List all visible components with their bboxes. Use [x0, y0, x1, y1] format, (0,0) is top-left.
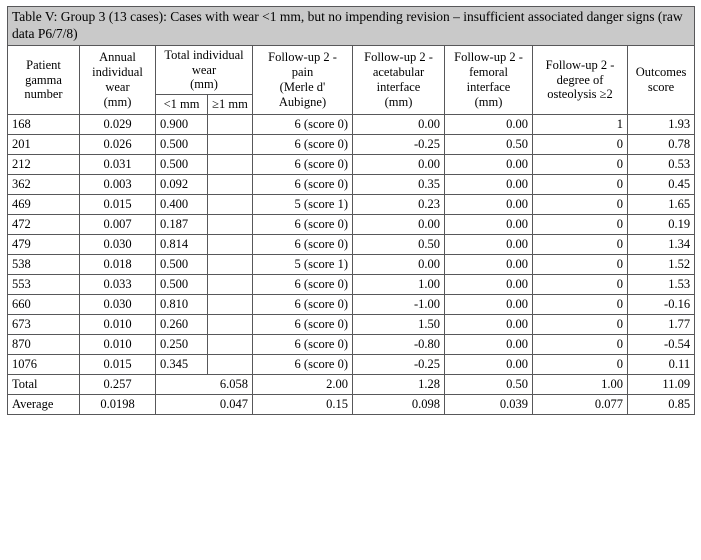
cell-outcomes: 0.78	[628, 135, 695, 155]
total-label: Total	[8, 375, 80, 395]
cell-patient: 660	[8, 295, 80, 315]
table-title-row	[8, 7, 695, 46]
header-outcomes-label: Outcomes score	[635, 65, 687, 94]
cell-osteolysis: 0	[533, 255, 628, 275]
cell-total-lt1: 0.814	[156, 235, 208, 255]
cell-acetabular: -1.00	[353, 295, 445, 315]
cell-patient: 362	[8, 175, 80, 195]
cell-total-ge1	[208, 335, 253, 355]
cell-femoral: 0.00	[445, 175, 533, 195]
total-osteolysis: 1.00	[533, 375, 628, 395]
cell-total-ge1	[208, 315, 253, 335]
table-row	[8, 315, 695, 335]
average-total: 0.047	[156, 395, 253, 415]
cell-femoral: 0.00	[445, 335, 533, 355]
cell-patient: 553	[8, 275, 80, 295]
cell-annual: 0.010	[80, 335, 156, 355]
table-row	[8, 215, 695, 235]
cell-total-lt1: 0.187	[156, 215, 208, 235]
header-annual-wear-label: Annual individual wear	[92, 50, 143, 94]
cell-total-lt1: 0.500	[156, 255, 208, 275]
header-total-wear	[156, 45, 253, 94]
cell-osteolysis: 0	[533, 315, 628, 335]
cell-femoral: 0.00	[445, 155, 533, 175]
table-row	[8, 255, 695, 275]
cell-annual: 0.033	[80, 275, 156, 295]
cell-annual: 0.018	[80, 255, 156, 275]
cell-total-ge1	[208, 295, 253, 315]
cell-patient: 673	[8, 315, 80, 335]
cell-osteolysis: 0	[533, 275, 628, 295]
table-average-row	[8, 395, 695, 415]
total-femoral: 0.50	[445, 375, 533, 395]
cell-osteolysis: 0	[533, 195, 628, 215]
cell-patient: 479	[8, 235, 80, 255]
table-row	[8, 175, 695, 195]
cell-total-lt1: 0.250	[156, 335, 208, 355]
total-pain: 2.00	[253, 375, 353, 395]
cell-osteolysis: 0	[533, 355, 628, 375]
cell-outcomes: 1.65	[628, 195, 695, 215]
average-label: Average	[8, 395, 80, 415]
total-outcomes: 11.09	[628, 375, 695, 395]
subheader-ge-1mm: ≥1 mm	[208, 95, 253, 115]
cell-patient: 870	[8, 335, 80, 355]
table-total-row	[8, 375, 695, 395]
data-table	[7, 6, 695, 415]
cell-femoral: 0.00	[445, 255, 533, 275]
cell-annual: 0.031	[80, 155, 156, 175]
table-row	[8, 275, 695, 295]
header-outcomes	[628, 45, 695, 114]
cell-total-lt1: 0.500	[156, 275, 208, 295]
cell-femoral: 0.00	[445, 295, 533, 315]
cell-total-lt1: 0.500	[156, 155, 208, 175]
cell-annual: 0.015	[80, 195, 156, 215]
average-osteolysis: 0.077	[533, 395, 628, 415]
cell-acetabular: 1.50	[353, 315, 445, 335]
cell-femoral: 0.50	[445, 135, 533, 155]
cell-outcomes: 1.52	[628, 255, 695, 275]
cell-acetabular: -0.80	[353, 335, 445, 355]
cell-total-ge1	[208, 175, 253, 195]
table-row	[8, 235, 695, 255]
cell-pain: 6 (score 0)	[253, 115, 353, 135]
cell-outcomes: 0.53	[628, 155, 695, 175]
cell-acetabular: 0.00	[353, 255, 445, 275]
cell-pain: 6 (score 0)	[253, 335, 353, 355]
header-total-wear-label: Total individual wear	[164, 47, 244, 77]
header-acetabular-label: Follow-up 2 - acetabular interface	[364, 50, 433, 94]
total-total: 6.058	[156, 375, 253, 395]
table-row	[8, 355, 695, 375]
cell-osteolysis: 0	[533, 155, 628, 175]
cell-total-ge1	[208, 215, 253, 235]
cell-total-ge1	[208, 115, 253, 135]
cell-pain: 6 (score 0)	[253, 175, 353, 195]
cell-pain: 6 (score 0)	[253, 215, 353, 235]
header-patient-label: Patient gamma number	[24, 57, 63, 102]
header-pain	[253, 45, 353, 114]
table-row	[8, 115, 695, 135]
cell-total-lt1: 0.345	[156, 355, 208, 375]
cell-outcomes: 1.93	[628, 115, 695, 135]
cell-acetabular: 0.00	[353, 115, 445, 135]
cell-osteolysis: 0	[533, 335, 628, 355]
cell-outcomes: 1.34	[628, 235, 695, 255]
cell-patient: 472	[8, 215, 80, 235]
cell-acetabular: 0.00	[353, 215, 445, 235]
cell-pain: 6 (score 0)	[253, 275, 353, 295]
cell-total-lt1: 0.810	[156, 295, 208, 315]
cell-patient: 212	[8, 155, 80, 175]
cell-osteolysis: 0	[533, 215, 628, 235]
cell-acetabular: -0.25	[353, 355, 445, 375]
table-header-row	[8, 45, 695, 94]
cell-total-ge1	[208, 355, 253, 375]
cell-acetabular: 0.35	[353, 175, 445, 195]
cell-osteolysis: 0	[533, 295, 628, 315]
cell-total-ge1	[208, 195, 253, 215]
header-total-wear-unit: (mm)	[190, 77, 218, 92]
subheader-less-than-1mm: <1 mm	[156, 95, 208, 115]
cell-annual: 0.030	[80, 295, 156, 315]
cell-total-ge1	[208, 255, 253, 275]
cell-annual: 0.030	[80, 235, 156, 255]
header-pain-unit: (Merle d' Aubigne)	[278, 79, 327, 109]
cell-osteolysis: 1	[533, 115, 628, 135]
total-annual: 0.257	[80, 375, 156, 395]
header-acetabular-unit: (mm)	[384, 94, 413, 109]
cell-femoral: 0.00	[445, 195, 533, 215]
cell-annual: 0.015	[80, 355, 156, 375]
cell-total-ge1	[208, 235, 253, 255]
cell-osteolysis: 0	[533, 135, 628, 155]
cell-patient: 1076	[8, 355, 80, 375]
header-acetabular	[353, 45, 445, 114]
cell-femoral: 0.00	[445, 315, 533, 335]
cell-pain: 6 (score 0)	[253, 315, 353, 335]
cell-annual: 0.026	[80, 135, 156, 155]
cell-osteolysis: 0	[533, 175, 628, 195]
cell-total-ge1	[208, 155, 253, 175]
cell-outcomes: 0.19	[628, 215, 695, 235]
cell-acetabular: 1.00	[353, 275, 445, 295]
cell-total-lt1: 0.400	[156, 195, 208, 215]
header-osteolysis-label: Follow-up 2 - degree of osteolysis ≥2	[545, 57, 615, 102]
cell-annual: 0.003	[80, 175, 156, 195]
cell-annual: 0.007	[80, 215, 156, 235]
cell-acetabular: 0.50	[353, 235, 445, 255]
cell-acetabular: 0.00	[353, 155, 445, 175]
cell-outcomes: 1.77	[628, 315, 695, 335]
cell-pain: 6 (score 0)	[253, 155, 353, 175]
table-title: Table V: Group 3 (13 cases): Cases with wear <1 mm, but no impending revision – insufficient associated danger signs (raw data P6/7/8)	[8, 7, 695, 46]
cell-annual: 0.029	[80, 115, 156, 135]
table-row	[8, 135, 695, 155]
cell-acetabular: 0.23	[353, 195, 445, 215]
total-acetabular: 1.28	[353, 375, 445, 395]
cell-patient: 469	[8, 195, 80, 215]
cell-osteolysis: 0	[533, 235, 628, 255]
average-outcomes: 0.85	[628, 395, 695, 415]
header-femoral-label: Follow-up 2 - femoral interface	[454, 50, 523, 94]
cell-pain: 5 (score 1)	[253, 195, 353, 215]
cell-femoral: 0.00	[445, 235, 533, 255]
header-femoral-unit: (mm)	[474, 94, 503, 109]
cell-acetabular: -0.25	[353, 135, 445, 155]
average-pain: 0.15	[253, 395, 353, 415]
cell-total-lt1: 0.500	[156, 135, 208, 155]
cell-total-lt1: 0.900	[156, 115, 208, 135]
cell-total-lt1: 0.260	[156, 315, 208, 335]
header-pain-label: Follow-up 2 - pain	[268, 50, 337, 80]
table-row	[8, 335, 695, 355]
cell-outcomes: -0.16	[628, 295, 695, 315]
cell-outcomes: -0.54	[628, 335, 695, 355]
cell-outcomes: 1.53	[628, 275, 695, 295]
cell-patient: 168	[8, 115, 80, 135]
cell-femoral: 0.00	[445, 275, 533, 295]
header-annual-wear-unit: (mm)	[103, 94, 132, 109]
average-femoral: 0.039	[445, 395, 533, 415]
header-osteolysis	[533, 45, 628, 114]
cell-pain: 6 (score 0)	[253, 355, 353, 375]
table-row	[8, 195, 695, 215]
cell-pain: 6 (score 0)	[253, 135, 353, 155]
cell-outcomes: 0.11	[628, 355, 695, 375]
cell-pain: 6 (score 0)	[253, 235, 353, 255]
cell-femoral: 0.00	[445, 215, 533, 235]
cell-patient: 201	[8, 135, 80, 155]
cell-patient: 538	[8, 255, 80, 275]
average-annual: 0.0198	[80, 395, 156, 415]
header-femoral	[445, 45, 533, 114]
cell-femoral: 0.00	[445, 115, 533, 135]
table-row	[8, 155, 695, 175]
table-row	[8, 295, 695, 315]
cell-annual: 0.010	[80, 315, 156, 335]
average-acetabular: 0.098	[353, 395, 445, 415]
cell-femoral: 0.00	[445, 355, 533, 375]
cell-outcomes: 0.45	[628, 175, 695, 195]
cell-pain: 6 (score 0)	[253, 295, 353, 315]
header-annual-wear	[80, 45, 156, 114]
cell-total-ge1	[208, 275, 253, 295]
cell-pain: 5 (score 1)	[253, 255, 353, 275]
cell-total-lt1: 0.092	[156, 175, 208, 195]
header-patient	[8, 45, 80, 114]
cell-total-ge1	[208, 135, 253, 155]
